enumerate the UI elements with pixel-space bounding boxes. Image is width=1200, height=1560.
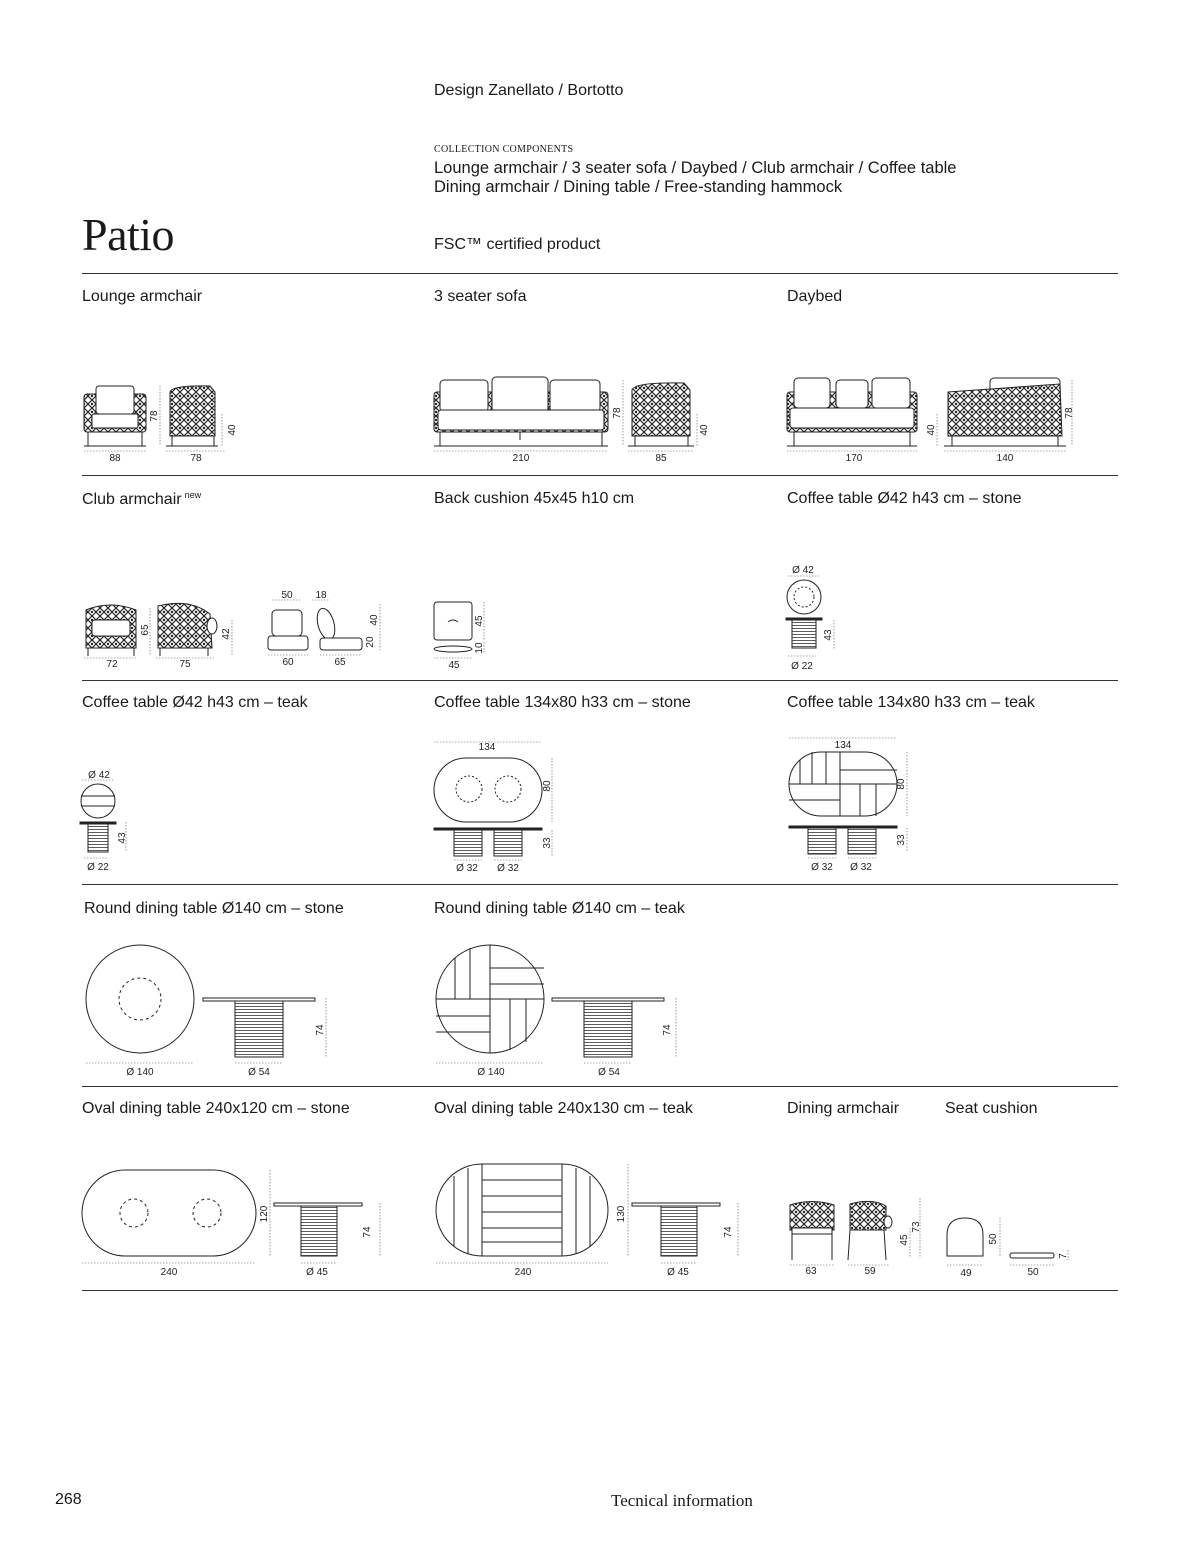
page-number: 268 [55,1491,82,1508]
dim-rds-height: 74 [315,1024,326,1036]
dim-ods-base: Ø 45 [306,1267,328,1278]
dimension-labels [87,407,1075,1279]
dim-sc-width: 49 [960,1268,972,1279]
dim-ct134s-height: 33 [542,837,553,849]
label-coffee-table-134-teak: Coffee table 134x80 h33 cm – teak [787,694,1035,711]
designer-credit: Design Zanellato / Bortotto [434,82,624,99]
daybed-side-drawing [944,378,1066,446]
coffee-table-134-stone-drawing [434,758,542,856]
dim-da-seat: 45 [899,1234,910,1246]
dim-back-cushion-thick: 10 [474,642,485,654]
new-badge: new [184,490,202,500]
dim-back-cushion-width: 45 [448,660,460,671]
label-daybed: Daybed [787,288,843,305]
seat-cushion-drawing [947,1218,1054,1258]
dim-sofa-width: 210 [512,453,530,464]
club-armchair-side-drawing [158,603,217,656]
label-round-dining-stone: Round dining table Ø140 cm – stone [84,900,344,917]
label-coffee-table-134-stone: Coffee table 134x80 h33 cm – stone [434,694,691,711]
dim-sc-thick: 7 [1058,1253,1069,1259]
dim-club-cushion-height: 40 [369,614,380,626]
dim-ct42t-height: 43 [117,832,128,844]
dim-club-cushion-thick: 18 [315,590,327,601]
dim-back-cushion-height: 45 [474,615,485,627]
dim-ct134t-base-2: Ø 32 [850,862,872,873]
dim-lounge-depth: 78 [190,453,202,464]
label-oval-dining-teak: Oval dining table 240x130 cm – teak [434,1100,693,1117]
page-title: Patio [82,209,175,260]
dim-odt-width: 130 [616,1205,627,1223]
dim-ct42t-top: Ø 42 [88,770,110,781]
section-title: Tecnical information [611,1491,753,1510]
dim-rds-top: Ø 140 [126,1067,154,1078]
label-lounge-armchair: Lounge armchair [82,288,203,305]
club-armchair-name: Club armchair [82,491,182,508]
dim-sc-depth: 50 [1027,1267,1039,1278]
dimension-lines [82,380,1072,1265]
coffee-table-42-stone-drawing [786,580,822,648]
club-armchair-cushion-drawing [268,606,362,650]
dim-club-cushion-back: 50 [281,590,293,601]
lounge-armchair-front-drawing [84,386,146,446]
dim-lounge-width: 88 [109,453,121,464]
dim-da-width: 63 [805,1266,817,1277]
label-back-cushion: Back cushion 45x45 h10 cm [434,490,635,507]
round-dining-teak-drawing [436,945,664,1057]
dim-ods-length: 240 [160,1267,178,1278]
label-round-dining-teak: Round dining table Ø140 cm – teak [434,900,685,917]
dim-odt-height: 74 [723,1226,734,1238]
dim-lounge-height: 78 [149,410,160,422]
label-3-seater-sofa: 3 seater sofa [434,288,527,305]
round-dining-stone-drawing [86,945,315,1057]
oval-dining-teak-drawing [436,1164,720,1256]
back-cushion-drawing [434,602,472,652]
dim-club-width: 72 [106,659,118,670]
dim-daybed-depth: 140 [996,453,1014,464]
dim-ct42t-base: Ø 22 [87,862,109,873]
components-line-2: Dining armchair / Dining table / Free-standing hammock [434,178,843,196]
dim-ct134t-height: 33 [896,834,907,846]
dim-ct42s-height: 43 [823,629,834,641]
dim-club-cushion-depth: 65 [334,657,346,668]
dim-ods-width: 120 [259,1205,270,1223]
label-coffee-table-42-teak: Coffee table Ø42 h43 cm – teak [82,694,308,711]
coffee-table-42-teak-drawing [80,784,116,852]
daybed-front-drawing [787,378,917,446]
dim-da-depth: 59 [864,1266,876,1277]
dim-ct134s-length: 134 [478,742,496,753]
dim-ct134s-base-2: Ø 32 [497,863,519,874]
dim-sofa-height: 78 [612,407,623,419]
lounge-armchair-side-drawing [166,386,218,446]
sofa-front-drawing [434,377,608,446]
club-armchair-front-drawing [86,605,136,656]
oval-dining-stone-drawing [82,1170,362,1256]
dim-ct134t-length: 134 [834,740,852,751]
dim-rds-base: Ø 54 [248,1067,270,1078]
dim-lounge-seat: 40 [227,424,238,436]
dim-club-height: 65 [140,624,151,636]
dim-rdt-base: Ø 54 [598,1067,620,1078]
dim-ct42s-base: Ø 22 [791,661,813,672]
sofa-side-drawing [628,383,694,446]
dim-daybed-width: 170 [845,453,863,464]
label-dining-armchair: Dining armchair [787,1100,900,1117]
label-oval-dining-stone: Oval dining table 240x120 cm – stone [82,1100,350,1117]
fsc-note: FSC™ certified product [434,236,601,253]
dim-club-depth: 75 [179,659,191,670]
label-coffee-table-42-stone: Coffee table Ø42 h43 cm – stone [787,490,1022,507]
label-seat-cushion: Seat cushion [945,1100,1038,1117]
dim-daybed-seat: 40 [926,424,937,436]
dim-sc-height: 50 [988,1233,999,1245]
dim-ct42s-top: Ø 42 [792,565,814,576]
dim-sofa-depth: 85 [655,453,667,464]
dim-ct134t-width: 80 [896,778,907,790]
dim-odt-length: 240 [514,1267,532,1278]
dim-rdt-top: Ø 140 [477,1067,505,1078]
dim-sofa-seat: 40 [699,424,710,436]
components-label: COLLECTION COMPONENTS [434,144,574,155]
dim-club-cushion-seat: 60 [282,657,294,668]
dim-odt-base: Ø 45 [667,1267,689,1278]
components-line-1: Lounge armchair / 3 seater sofa / Daybed / Club armchair / Coffee table [434,159,957,177]
dim-ct134s-base-1: Ø 32 [456,863,478,874]
coffee-table-134-teak-drawing [789,752,897,854]
dim-club-seat: 42 [221,628,232,640]
dim-da-height: 73 [911,1221,922,1233]
dim-daybed-height: 78 [1064,407,1075,419]
dim-ct134t-base-1: Ø 32 [811,862,833,873]
dining-armchair-drawing [790,1201,892,1260]
dim-club-cushion-seat-h: 20 [365,636,376,648]
dim-rdt-height: 74 [662,1024,673,1036]
dim-ct134s-width: 80 [542,780,553,792]
dim-ods-height: 74 [362,1226,373,1238]
